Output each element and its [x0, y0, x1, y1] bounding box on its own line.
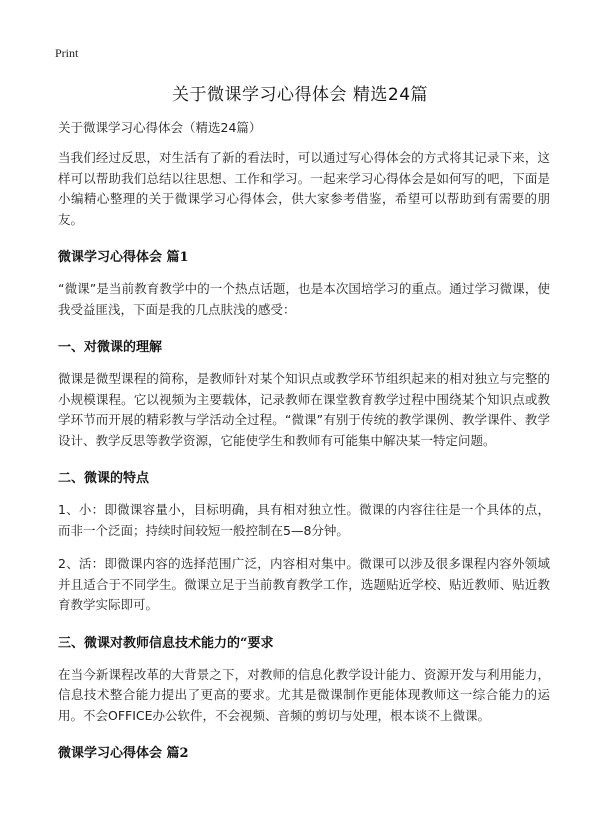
- intro-paragraph: 当我们经过反思，对生活有了新的看法时，可以通过写心得体会的方式将其记录下来，这样可以帮助我们总结以往思想、工作和学习。一起来学习心得体会是如何写的吧，下面是小编精心整理的关于微课学习心得体会，供大家参考借鉴，希望可以帮助到有需要的朋友。: [58, 150, 550, 227]
- subsection-heading-requirements: 三、微课对教师信息技术能力的“要求: [58, 635, 274, 651]
- feature-point-small: 1、小：即微课容量小，目标明确，具有相对独立性。微课的内容往往是一个具体的点，而非一个泛面；持续时间较短一般控制在5—8分钟。: [58, 502, 550, 538]
- requirements-paragraph: 在当今新课程改革的大背景之下，对教师的信息化教学设计能力、资源开发与利用能力，信息技术整合能力提出了更高的要求。尤其是微课制作更能体现教师这一综合能力的运用。不会OFFICE办公软件，不会视频、音频的剪切与处理，根本谈不上微课。: [58, 666, 550, 723]
- article-subtitle: 关于微课学习心得体会（精选24篇）: [58, 120, 262, 135]
- understanding-paragraph: 微课是微型课程的简称，是教师针对某个知识点或教学环节组织起来的相对独立与完整的小规模课程。它以视频为主要载体，记录教师在课堂教育教学过程中围绕某个知识点或教学环节而开展的精彩教与学活动全过程。“微课”有别于传统的教学课例、教学课件、教学设计、教学反思等教学资源，它能使学生和教师有可能集中解决某一特定问题。: [58, 371, 550, 448]
- print-link[interactable]: Print: [55, 46, 79, 60]
- article-body: [58, 118, 550, 775]
- page-title: 关于微课学习心得体会 精选24篇: [171, 85, 429, 105]
- feature-point-flexible: 2、活：即微课内容的选择范围广泛，内容相对集中。微课可以涉及很多课程内容外领域并且适合于不同学生。微课立足于当前教育教学工作，选题贴近学校、贴近教师、贴近教育教学实际即可。: [58, 556, 550, 612]
- section1-intro-paragraph: “微课”是当前教育教学中的一个热点话题，也是本次国培学习的重点。通过学习微课，使我受益匪浅，下面是我的几点肤浅的感受：: [58, 281, 550, 317]
- section-heading-1: 微课学习心得体会 篇1: [58, 250, 189, 265]
- subsection-heading-understanding: 一、对微课的理解: [58, 340, 163, 355]
- subsection-heading-features: 二、微课的特点: [58, 471, 150, 486]
- section-heading-2: 微课学习心得体会 篇2: [58, 746, 189, 761]
